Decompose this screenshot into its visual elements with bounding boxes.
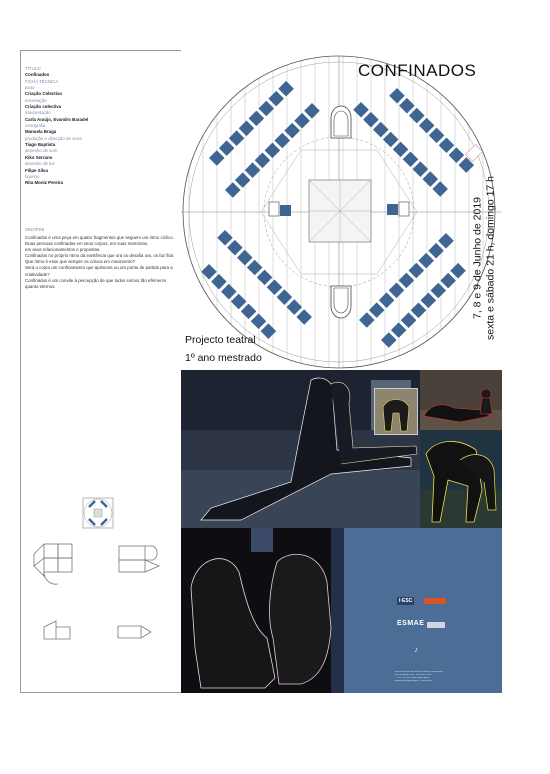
- project-line-2: 1º ano mestrado: [185, 352, 262, 364]
- synopsis-heading: SINOPSE: [25, 227, 45, 232]
- credit-value: Manuela Braga: [25, 129, 57, 135]
- fineprint-line: bilheteira@esmae.ipp.pt · entrada livre: [395, 680, 433, 682]
- credit-label: cenografia: [25, 123, 46, 129]
- synopsis-line: quanto eternos.: [25, 283, 56, 289]
- credit-label: texto: [25, 85, 35, 91]
- platform-sketch-2: [115, 540, 165, 580]
- synopsis-text: [25, 235, 177, 290]
- floor-plan-drawing: [181, 50, 502, 370]
- credit-label: TÍTULO: [25, 66, 41, 71]
- logo-iesc: I·ESC: [399, 598, 413, 604]
- logo-music-icon: ♪: [414, 645, 418, 654]
- synopsis-line: Que ritmo é esse que sempre os coloca em movimento?: [25, 259, 136, 265]
- credits-list: [25, 66, 175, 187]
- synopsis-line: Confinados é um convite à percepção de que todos somos tão efémeros: [25, 277, 167, 283]
- credit-value: Filipe Silva: [25, 167, 48, 173]
- synopsis-line: Será o corpo um confinamento que aprisiona ou um ponto de partida para a: [25, 265, 173, 271]
- logo-red-bar: [424, 598, 446, 604]
- credit-value: Kiko Serrano: [25, 154, 53, 160]
- credit-label: produção e direcção de cena: [25, 135, 82, 141]
- synopsis-line: Confinados é uma peça em quatro fragmentos que seguem um ritmo cíclico.: [25, 235, 174, 240]
- credit-label: figurino: [25, 173, 40, 179]
- logo-esmae: ESMAE: [397, 620, 425, 627]
- credit-value: Rita Moniz Pereira: [25, 180, 64, 186]
- credit-value: Tiago Baptista: [25, 142, 56, 148]
- project-line-1: Projecto teatral: [185, 334, 256, 346]
- mini-floorplan-thumbnail: [82, 497, 114, 529]
- stage-floor-plan: [181, 50, 502, 370]
- sponsor-panel: [344, 528, 502, 693]
- credit-value: Criação Colectiva: [25, 91, 62, 97]
- synopsis-line: Duas pessoas confinadas em seus corpos, em suas memórias,: [25, 241, 149, 247]
- photo-performers-seated: [181, 528, 344, 693]
- fineprint-line: Escola Superior de Música e Artes do Espetáculo: [395, 671, 443, 673]
- dates-line-2: sexta e sábado 21 h, domingo 17 h: [484, 175, 496, 341]
- synopsis-line: em seus relacionamentos e propostas.: [25, 247, 101, 253]
- synopsis-line: Confinados no próprio ritmo da existência que ora os desafia ora, os faz fluir.: [25, 253, 175, 259]
- credit-value: Carla Araújo, Evandro Baradel: [25, 116, 89, 122]
- credit-value: Criação colectiva: [25, 104, 62, 110]
- credit-label: desenho de som: [25, 148, 58, 154]
- credit-label: encenação: [25, 97, 47, 103]
- dates-line-1: 7, 8 e 9 de Junho de 2019: [471, 196, 484, 320]
- fineprint-line: Rua da Alegria, 503 · 4000-045 Porto: [395, 674, 432, 676]
- credit-label: desenho de luz: [25, 161, 55, 167]
- step-sketch-2: [115, 620, 155, 642]
- performance-dates: [472, 176, 497, 340]
- credit-label: FICHA TÉCNICA: [25, 78, 59, 84]
- photo-crouching-performers: [420, 430, 502, 528]
- photo-inset-bending: [374, 388, 418, 435]
- platform-sketch-1: [30, 540, 78, 588]
- credit-label: interpretação: [25, 110, 51, 116]
- venue-fineprint: [395, 671, 475, 683]
- credit-value: Confinados: [25, 72, 50, 78]
- logo-esmae-bar: [427, 622, 445, 628]
- poster-title: CONFINADOS: [358, 61, 477, 80]
- synopsis-line: criatividade?: [25, 271, 50, 277]
- step-sketch-1: [40, 617, 76, 645]
- fineprint-line: T. 225 193 760 · www.esmae.ipp.pt: [395, 677, 430, 679]
- photo-floor-pose: [420, 370, 502, 430]
